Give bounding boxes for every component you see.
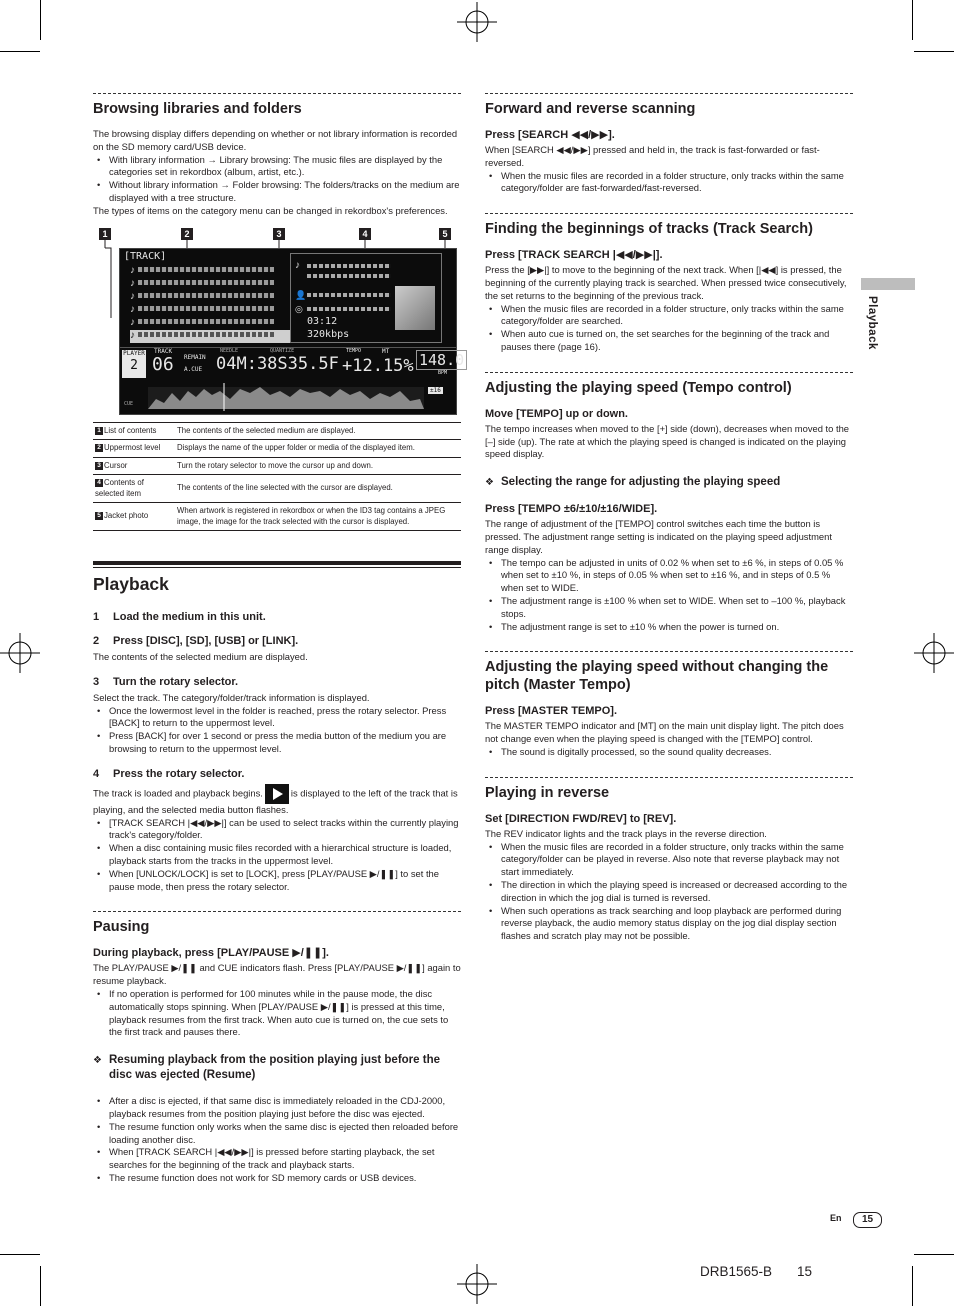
music-note-icon: ♪ — [130, 291, 290, 304]
section-divider — [485, 651, 853, 652]
reverse-title: Playing in reverse — [485, 784, 610, 801]
crop-mark — [0, 1254, 40, 1255]
table-row: 1 List of contents The contents of the selected medium are displayed. — [93, 422, 461, 440]
track-search-title: Finding the beginnings of tracks (Track Search) — [485, 221, 813, 238]
tempo-desc: The tempo increases when moved to the [+] side (down), decreases when moved to the [–] side (up). The rate at which the playing speed is changed is indicated on the playing speed display. — [485, 422, 849, 460]
tempo-head: Move [TEMPO] up or down. — [485, 407, 628, 420]
playing-track-icon — [265, 784, 289, 804]
crop-mark — [40, 1266, 41, 1306]
unit-display-screen: [TRACK] ♪ ♪ ♪ ♪ ♪ ♪ ♪ 👤 ◎ 03:12 320kbps PLAYER 2 TRACK 06 REMAIN A.CUE 04M:38S35.5F NEEDLE QUANTIZE TEMPO MT +12.15% 148.0 BPM CUE ±16 — [119, 248, 457, 415]
step-3-bullets — [93, 705, 461, 756]
time-display: 04M:38S35.5F — [216, 353, 339, 374]
track-search-head: Press [TRACK SEARCH |◀◀/▶▶|]. — [485, 249, 663, 262]
scanning-head: Press [SEARCH ◀◀/▶▶]. — [485, 129, 615, 141]
tempo-range-bullets — [485, 557, 853, 634]
list-item: • When such operations as track searching and loop playback are performed during reverse playback, the audio memory status display on the jog dial display section flashes and scratch play may not be possible. — [501, 905, 853, 943]
display-legend-table — [93, 422, 461, 532]
screen-list-header: [TRACK] — [124, 250, 167, 262]
master-tempo-desc: The MASTER TEMPO indicator and [MT] on the main unit display light. The pitch does not change even when the playing speed is changed with the [TEMPO] control. — [485, 720, 844, 745]
tempo-range-head: Press [TEMPO ±6/±10/±16/WIDE]. — [485, 503, 658, 516]
list-item: • Once the lowermost level in the folder is reached, press the rotary selector. Press [BACK] to return to the uppermost level. — [109, 705, 461, 731]
browsing-outro: The types of items on the category menu can be changed in rekordbox's preferences. — [93, 204, 448, 216]
tempo-section — [485, 372, 853, 634]
section-divider — [485, 213, 853, 214]
list-item: • When [TRACK SEARCH |◀◀/▶▶|] is pressed before starting playback, the set searches for the beginning of the track and playback starts. — [109, 1146, 461, 1172]
tempo-range-desc: The range of adjustment of the [TEMPO] control switches each time the button is pressed. The adjustment range setting is indicated on the playing speed adjustment range display. — [485, 518, 832, 555]
browsing-title: Browsing libraries and folders — [93, 101, 302, 117]
music-note-icon: ♪ — [130, 265, 290, 278]
browsing-intro: The browsing display differs depending on whether or not library information is recorded on the SD memory card/USB device. — [93, 128, 458, 152]
playback-status-bar: PLAYER 2 TRACK 06 REMAIN A.CUE 04M:38S35.5F NEEDLE QUANTIZE TEMPO MT +12.15% 148.0 BPM — [120, 347, 456, 382]
playback-title: Playback — [93, 574, 169, 595]
registration-mark-icon — [0, 633, 40, 673]
list-item: • When the music files are recorded in a folder structure, only tracks within the same category/folder are fast-forwarded/fast-reversed. — [501, 170, 853, 196]
master-tempo-head: Press [MASTER TEMPO]. — [485, 705, 618, 718]
list-item: • If no operation is performed for 100 minutes while in the pause mode, the disc automatically stops spinning. When [PLAY/PAUSE ▶/❚❚] is pressed at this time, playback resumes from the first track. When auto cue is turned on, the cue sets to the first track and pauses there. — [109, 988, 461, 1039]
step-4: 4 Press the rotary selector. — [93, 767, 245, 780]
cursor-row: ♪ — [130, 330, 290, 343]
list-item: • When the music files are recorded in a folder structure, only tracks within the same category/folder are searched. — [501, 303, 853, 329]
reverse-section — [485, 777, 853, 943]
selected-item-panel — [290, 253, 442, 343]
chapter-divider-thin — [93, 567, 461, 568]
scanning-bullets — [485, 170, 853, 196]
list-item: • The sound is digitally processed, so the sound quality decreases. — [501, 746, 853, 759]
browsing-bullets — [93, 154, 461, 205]
tempo-range-indicator: ±16 — [430, 386, 441, 394]
section-divider — [93, 93, 461, 94]
document-id: DRB1565-B — [700, 1264, 773, 1279]
list-item: • Press [BACK] for over 1 second or press the media button of the medium you are browsing to return to the uppermost level. — [109, 730, 461, 756]
crop-mark — [914, 51, 954, 52]
music-note-icon: ♪ — [130, 304, 290, 317]
list-item: • When a disc containing music files recorded with a hierarchical structure is loaded, playback starts from the tracks in the uppermost level. — [109, 842, 461, 868]
jacket-photo — [395, 286, 435, 330]
list-item: • The tempo can be adjusted in units of 0.02 % when set to ±6 %, in steps of 0.05 % when set to ±10 %, in steps of 0.05 % when set to ±16 %, and in steps of 0.5 % when set to WIDE. — [501, 557, 853, 595]
crop-mark — [914, 1254, 954, 1255]
list-item: • The adjustment range is ±100 % when set to WIDE. When set to –100 %, playback stops. — [501, 595, 853, 621]
music-note-icon: ♪ — [130, 278, 290, 291]
music-note-icon: ♪ — [130, 317, 290, 330]
section-divider — [485, 777, 853, 778]
tempo-title: Adjusting the playing speed (Tempo control) — [485, 379, 792, 396]
reverse-bullets — [485, 841, 853, 943]
list-item: • The resume function only works when the same disc is ejected then reloaded before loading another disc. — [109, 1121, 461, 1147]
section-divider — [485, 372, 853, 373]
scanning-title: Forward and reverse scanning — [485, 101, 696, 117]
list-item: • With library information → Library browsing: The music files are displayed by the categories set in rekordbox (album, artist, etc.). — [109, 154, 461, 180]
callout-5: 5 — [439, 228, 451, 240]
resume-bullets — [93, 1095, 461, 1185]
list-of-contents — [130, 265, 290, 347]
list-item: • The direction in which the playing speed is increased or decreased according to the direction in which the jog dial is turned is reversed. — [501, 879, 853, 905]
table-row: 4 Contents of selected item The contents of the line selected with the cursor are displayed. — [93, 475, 461, 503]
callout-1: 1 — [99, 228, 111, 240]
step-3: 3 Turn the rotary selector. — [93, 675, 239, 688]
list-item: • When [UNLOCK/LOCK] is set to [LOCK], press [PLAY/PAUSE ▶/❚❚] to set the pause mode, then press the rotary selector. — [109, 868, 461, 894]
tempo-range-subtitle: ❖ Selecting the range for adjusting the playing speed — [485, 476, 781, 489]
reverse-head: Set [DIRECTION FWD/REV] to [REV]. — [485, 812, 677, 825]
pausing-desc: The PLAY/PAUSE ▶/❚❚ and CUE indicators flash. Press [PLAY/PAUSE ▶/❚❚] again to resume playback. — [93, 962, 461, 987]
document-page: 15 — [797, 1264, 813, 1279]
list-item: • The adjustment range is set to ±10 % when the power is turned on. — [501, 621, 853, 634]
reverse-desc: The REV indicator lights and the track plays in the reverse direction. — [485, 827, 767, 839]
diamond-icon: ❖ — [93, 1055, 102, 1067]
table-row: 3 Cursor Turn the rotary selector to move the cursor up and down. — [93, 457, 461, 475]
registration-mark-icon — [457, 2, 497, 42]
page-number: 15 — [853, 1212, 882, 1228]
waveform-display — [120, 381, 456, 413]
step-4-desc: The track is loaded and playback begins. is displayed to the left of the track that is playing, and the selected media button flashes. — [93, 784, 461, 817]
crop-mark — [0, 51, 40, 52]
track-search-desc: Press the [▶▶|] to move to the beginning of the next track. When [|◀◀] is pressed, the beginning of the currently playing track is searched. When pressed twice consecutively, the set returns to the beginning of the previous track. — [485, 264, 847, 301]
track-search-section — [485, 213, 853, 354]
album-icon: ◎ — [295, 303, 303, 314]
side-tab-bar — [861, 278, 915, 290]
list-item: • [TRACK SEARCH |◀◀/▶▶|] can be used to select tracks within the currently playing track's category/folder. — [109, 817, 461, 843]
callout-2: 2 — [181, 228, 193, 240]
left-column — [93, 93, 465, 1185]
music-note-icon: ♪ — [295, 259, 300, 271]
step-2: 2 Press [DISC], [SD], [USB] or [LINK]. — [93, 635, 299, 648]
list-item: • When the music files are recorded in a folder structure, only tracks within the same category/folder can be played in reverse. Also note that reverse playback may not start immediately. — [501, 841, 853, 879]
pausing-title: Pausing — [93, 919, 150, 936]
master-tempo-bullets — [485, 746, 853, 759]
table-row: 2 Uppermost level Displays the name of the upper folder or media of the displayed item. — [93, 440, 461, 458]
list-item: • After a disc is ejected, if that same disc is immediately reloaded in the CDJ-2000, playback resumes from the position playing just before the disc was ejected. — [109, 1095, 461, 1121]
scanning-desc: When [SEARCH ◀◀/▶▶] pressed and held in, the track is fast-forwarded or fast-reversed. — [485, 144, 820, 168]
artist-icon: 👤 — [295, 289, 307, 300]
language-code: En — [830, 1213, 842, 1223]
track-number: 06 — [152, 353, 174, 375]
display-figure — [93, 228, 465, 416]
right-column — [485, 93, 853, 961]
master-tempo-title: Adjusting the playing speed without changing the pitch (Master Tempo) — [485, 659, 829, 694]
track-time: 03:12 — [307, 315, 338, 327]
side-tab-label: Playback — [866, 296, 878, 350]
bpm-display: 148.0 — [416, 350, 467, 370]
list-item: • Without library information → Folder browsing: The folders/tracks on the medium are displayed with a tree structure. — [109, 179, 461, 205]
resume-subtitle: ❖ Resuming playback from the position playing just before the disc was ejected (Resume) — [93, 1054, 440, 1082]
step-3-desc: Select the track. The category/folder/track information is displayed. — [93, 691, 370, 703]
list-item: • The resume function does not work for SD memory cards or USB devices. — [109, 1172, 461, 1185]
section-divider — [93, 911, 461, 912]
section-divider — [485, 93, 853, 94]
registration-mark-icon — [457, 1264, 497, 1304]
callout-4: 4 — [359, 228, 371, 240]
diamond-icon: ❖ — [485, 477, 494, 489]
step-1: 1 Load the medium in this unit. — [93, 611, 266, 624]
pausing-bullets — [93, 988, 461, 1039]
callout-3: 3 — [273, 228, 285, 240]
step-2-desc: The contents of the selected medium are displayed. — [93, 651, 308, 663]
crop-mark — [912, 1266, 913, 1306]
player-indicator: PLAYER 2 — [122, 350, 146, 378]
scanning-section — [485, 93, 853, 195]
track-bitrate: 320kbps — [307, 328, 350, 340]
crop-mark — [912, 0, 913, 40]
crop-mark — [40, 0, 41, 40]
list-item: • When auto cue is turned on, the set searches for the beginning of the track and pauses there (page 16). — [501, 328, 853, 354]
step-4-bullets — [93, 817, 461, 894]
track-search-bullets — [485, 303, 853, 354]
chapter-divider — [93, 561, 461, 565]
pausing-head: During playback, press [PLAY/PAUSE ▶/❚❚]. — [93, 947, 329, 960]
tempo-display: +12.15% — [342, 355, 414, 376]
registration-mark-icon — [914, 633, 954, 673]
table-row: 5 Jacket photo When artwork is registered in rekordbox or when the ID3 tag contains a JPEG image, the image for the track selected with the cursor is displayed. — [93, 503, 461, 531]
master-tempo-section — [485, 651, 853, 758]
